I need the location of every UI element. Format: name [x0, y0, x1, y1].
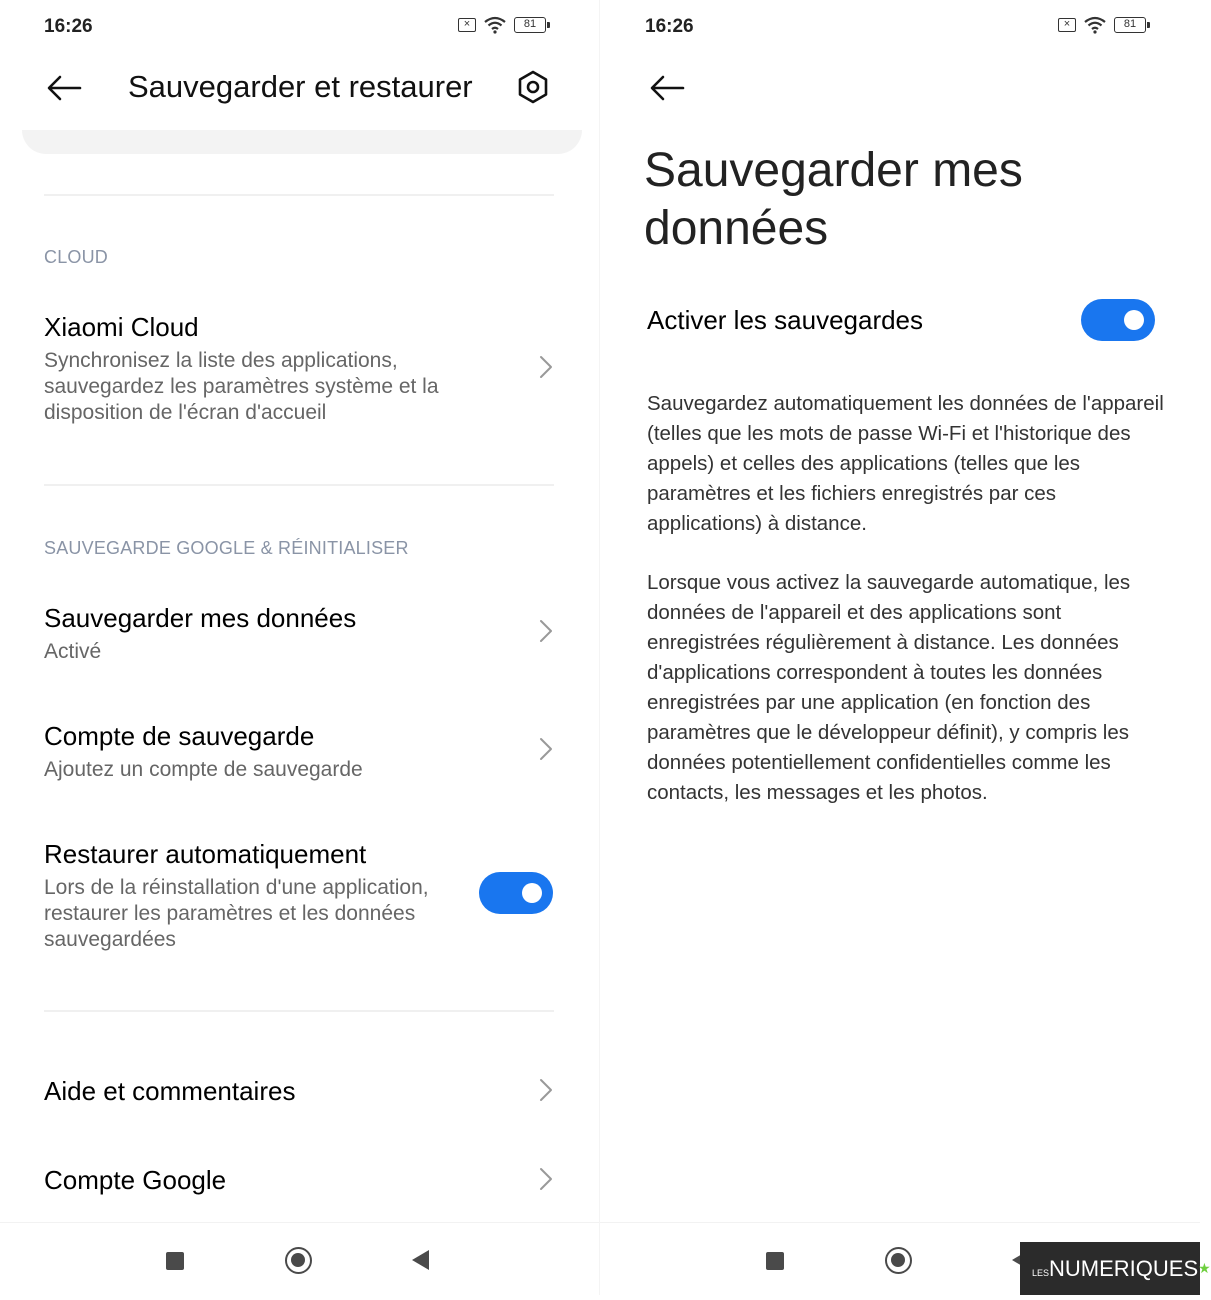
auto-restore-subtitle: Lors de la réinstallation d'une application, restaurer les paramètres et les données sauvegardées — [44, 876, 429, 951]
nav-bar — [0, 1222, 600, 1295]
watermark-text: NUMERIQUES — [1049, 1256, 1199, 1281]
gear-icon[interactable] — [515, 69, 551, 105]
backup-data-status: Activé — [44, 640, 102, 663]
home-icon[interactable] — [885, 1247, 912, 1274]
section-label-google: SAUVEGARDE GOOGLE & RÉINITIALISER — [44, 538, 409, 558]
battery-icon: 81 — [1114, 17, 1146, 33]
arrow-left-icon[interactable] — [44, 70, 84, 106]
right-screen — [600, 0, 1200, 1295]
left-screen — [0, 0, 600, 1295]
chevron-right-icon — [538, 618, 554, 644]
auto-restore-title: Restaurer automatiquement — [44, 839, 367, 869]
card-edge — [22, 130, 582, 154]
wifi-icon — [1084, 16, 1106, 34]
home-icon[interactable] — [285, 1247, 312, 1274]
back-triangle-icon[interactable] — [412, 1250, 429, 1270]
divider — [44, 1010, 554, 1012]
xiaomi-cloud-subtitle: Synchronisez la liste des applications, sauvegardez les paramètres système et la disposition de l'écran d'accueil — [44, 349, 439, 424]
no-sim-icon: × — [458, 18, 476, 32]
recents-icon[interactable] — [166, 1252, 184, 1270]
toggle-knob — [1124, 310, 1144, 330]
wifi-icon — [484, 16, 506, 34]
status-time: 16:26 — [645, 16, 694, 37]
description-paragraph-1: Sauvegardez automatiquement les données de l'appareil (telles que les mots de passe Wi-Fi et l'historique des appels) et celles des applications (telles que les paramètres et les fichiers enregistrés par ces applications) à distance. — [647, 392, 1164, 535]
auto-restore-toggle[interactable] — [479, 872, 553, 914]
help-title: Aide et commentaires — [44, 1076, 296, 1106]
status-icons — [458, 16, 546, 34]
watermark-logo — [1020, 1242, 1211, 1295]
chevron-right-icon — [538, 354, 554, 380]
page-title: Sauvegarder mes données — [644, 144, 1023, 255]
page-title: Sauvegarder et restaurer — [128, 69, 473, 104]
recents-icon[interactable] — [766, 1252, 784, 1270]
status-time: 16:26 — [44, 16, 93, 37]
divider — [44, 194, 554, 196]
chevron-right-icon — [538, 1077, 554, 1103]
google-account-title: Compte Google — [44, 1165, 227, 1195]
backup-account-subtitle: Ajoutez un compte de sauvegarde — [44, 758, 363, 781]
status-icons — [1058, 16, 1146, 34]
description-paragraph-2: Lorsque vous activez la sauvegarde automatique, les données de l'appareil et des applications sont enregistrées régulièrement à distance. Les données d'applications correspondent à toutes les données enregistrées par une application (en fonction des paramètres que le développeur définit), y compris les données potentiellement confidentielles comme les contacts, les messages et les photos. — [647, 571, 1131, 804]
chevron-right-icon — [538, 736, 554, 762]
battery-icon: 81 — [514, 17, 546, 33]
section-label-cloud: CLOUD — [44, 247, 109, 267]
enable-backup-toggle[interactable] — [1081, 299, 1155, 341]
toggle-knob — [522, 883, 542, 903]
watermark-prefix: LES — [1032, 1268, 1050, 1278]
backup-account-title: Compte de sauvegarde — [44, 721, 315, 751]
star-icon: ★ — [1198, 1260, 1211, 1276]
enable-backup-label: Activer les sauvegardes — [647, 305, 924, 335]
backup-data-title: Sauvegarder mes données — [44, 603, 357, 633]
no-sim-icon: × — [1058, 18, 1076, 32]
chevron-right-icon — [538, 1166, 554, 1192]
xiaomi-cloud-title: Xiaomi Cloud — [44, 312, 199, 342]
divider — [44, 484, 554, 486]
arrow-left-icon[interactable] — [647, 70, 687, 106]
